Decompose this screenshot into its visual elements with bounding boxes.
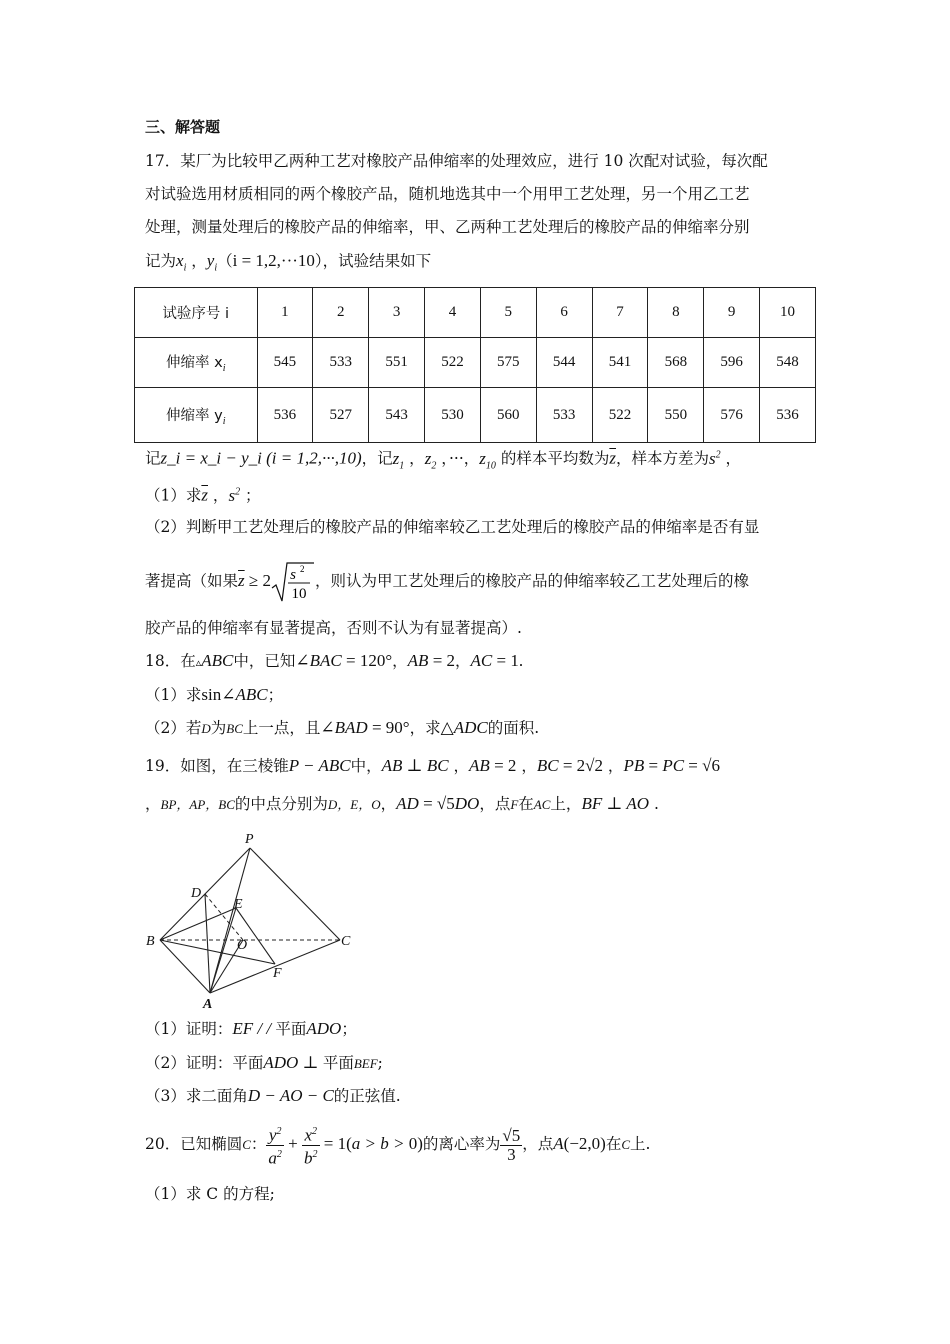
- q19-part1: （1）证明：EF / / 平面ADO；: [145, 1019, 357, 1038]
- table-cell: 522: [592, 388, 648, 443]
- section-title: 三、解答题: [145, 118, 221, 136]
- table-cell: 6: [536, 288, 592, 338]
- label-E: E: [234, 897, 243, 912]
- q17-definition: 记z_i = x_i − y_i (i = 1,2,···,10)，记$z_1$ ，$z_2$ ，···，$z_{10}$ 的样本平均数为$\overline{z}$，样本方差为$s^2$ ，: [145, 448, 742, 472]
- table-cell: 548: [760, 338, 816, 388]
- table-row: [135, 288, 816, 338]
- var-x-i: $x_i$: [176, 251, 187, 274]
- q18-line1: 18．在▵ABC中，已知∠BAC = 120°，AB = 2，AC = 1.: [145, 651, 524, 670]
- svg-text:10: 10: [291, 586, 307, 602]
- table-cell: 9: [704, 288, 760, 338]
- table-cell: 8: [648, 288, 704, 338]
- table-cell: 3: [369, 288, 425, 338]
- table-cell: 550: [648, 388, 704, 443]
- fraction-y2-a2: $\frac{y^2}{a^2}$: [266, 1123, 284, 1167]
- table-cell: 541: [592, 338, 648, 388]
- table-cell: 530: [425, 388, 481, 443]
- q17-index-range: i = 1,2,···10: [232, 251, 315, 270]
- sqrt-sign-icon: [271, 560, 315, 604]
- row-header-index: 试验序号 i: [135, 288, 258, 338]
- q19-line1: 19．如图，在三棱锥P − ABC中，AB ⊥ BC ，AB = 2 ，BC = 2√2 ，PB = PC = √6: [145, 756, 720, 775]
- table-cell: 545: [257, 338, 313, 388]
- table-cell: 551: [369, 338, 425, 388]
- fraction-x2-b2: $\frac{x^2}{b^2}$: [302, 1123, 320, 1167]
- q20-line1: 20．已知椭圆C： $\frac{y^2}{a^2}$ + $\frac{x^2}{b^2}$ = 1(a > b > 0)的离心率为 $\frac{√5}{3}$ ，点A(−2,0)在C上.: [145, 1122, 650, 1167]
- q17-part1: （1）求$\overline{z}$ ，$s^2$ ；: [145, 485, 261, 505]
- row-header-y: 伸缩率 $y_i$: [135, 388, 258, 443]
- experiment-table: [134, 287, 816, 443]
- q17-line3: 处理，测量处理后的橡胶产品的伸缩率，甲、乙两种工艺处理后的橡胶产品的伸缩率分别: [145, 218, 750, 236]
- q17-line1: 17．某厂为比较甲乙两种工艺对橡胶产品伸缩率的处理效应，进行 10 次配对试验，每次配: [145, 152, 768, 170]
- q17-part2-line3: 胶产品的伸缩率有显著提高，否则不认为有显著提高）.: [145, 619, 522, 637]
- table-cell: 5: [480, 288, 536, 338]
- q17-part2-line1: （2）判断甲工艺处理后的橡胶产品的伸缩率较乙工艺处理后的橡胶产品的伸缩率是否有显: [145, 518, 760, 536]
- q19-line2: ，BP，AP，BC的中点分别为D，E，O，AD = √5DO，点F在AC上，BF ⊥ AO .: [145, 794, 659, 813]
- table-cell: 536: [257, 388, 313, 443]
- table-cell: 522: [425, 338, 481, 388]
- q17-line4: 记为$x_i$ ，$y_i(i = 1,2,\cdot\cdot\cdot 10)$，试验结果如下: [145, 251, 432, 274]
- q17-part2-line2: 著提高（如果$\overline{z} \ge 2$ s 2 10 ，则认为甲工艺处理后的橡胶产品的伸缩率较乙工艺处理后的橡: [145, 560, 749, 604]
- label-B: B: [146, 934, 155, 949]
- svg-text:s: s: [290, 567, 296, 583]
- q17-line4-b: （: [217, 252, 233, 270]
- label-C: C: [341, 934, 351, 949]
- fraction-eccentricity: $\frac{√5}{3}$: [502, 1125, 521, 1164]
- table-cell: 536: [760, 388, 816, 443]
- q17-line2: 对试验选用材质相同的两个橡胶产品，随机地选其中一个用甲工艺处理，另一个用乙工艺: [145, 185, 750, 203]
- label-O: O: [237, 938, 248, 953]
- label-P: P: [245, 832, 254, 847]
- pyramid-figure: [140, 828, 370, 1008]
- table-cell: 1: [257, 288, 313, 338]
- var-y-i: $y_i$: [206, 251, 218, 274]
- label-A: A: [203, 997, 213, 1008]
- table-cell: 2: [313, 288, 369, 338]
- q19-part3: （3）求二面角D − AO − C的正弦值.: [145, 1086, 401, 1105]
- sqrt-expression: [271, 560, 315, 604]
- table-cell: 7: [592, 288, 648, 338]
- table-row: [135, 388, 816, 443]
- q17-line4-d: ），试验结果如下: [314, 252, 432, 270]
- q17-line4-a: 记为: [145, 252, 177, 270]
- table-cell: 533: [313, 338, 369, 388]
- table-cell: 543: [369, 388, 425, 443]
- formula-z: z_i = x_i − y_i (i = 1,2,···,10): [160, 448, 362, 468]
- label-D: D: [191, 886, 202, 901]
- table-cell: 575: [480, 338, 536, 388]
- q18-part1: （1）求sin∠ABC；: [145, 685, 284, 704]
- q19-part2: （2）证明：平面ADO ⊥ 平面BEF;: [145, 1053, 383, 1072]
- q20-part1: （1）求 C 的方程;: [145, 1185, 275, 1203]
- label-F: F: [273, 966, 282, 981]
- table-row: [135, 338, 816, 388]
- table-cell: 568: [648, 338, 704, 388]
- row-header-x: 伸缩率 $x_i$: [135, 338, 258, 388]
- table-cell: 560: [480, 388, 536, 443]
- svg-text:2: 2: [299, 564, 305, 574]
- table-cell: 10: [760, 288, 816, 338]
- q18-part2: （2）若D为BC上一点，且∠BAD = 90°，求△ADC的面积.: [145, 718, 540, 737]
- table-cell: 4: [425, 288, 481, 338]
- table-cell: 596: [704, 338, 760, 388]
- table-cell: 576: [704, 388, 760, 443]
- table-cell: 544: [536, 338, 592, 388]
- table-cell: 527: [313, 388, 369, 443]
- table-cell: 533: [536, 388, 592, 443]
